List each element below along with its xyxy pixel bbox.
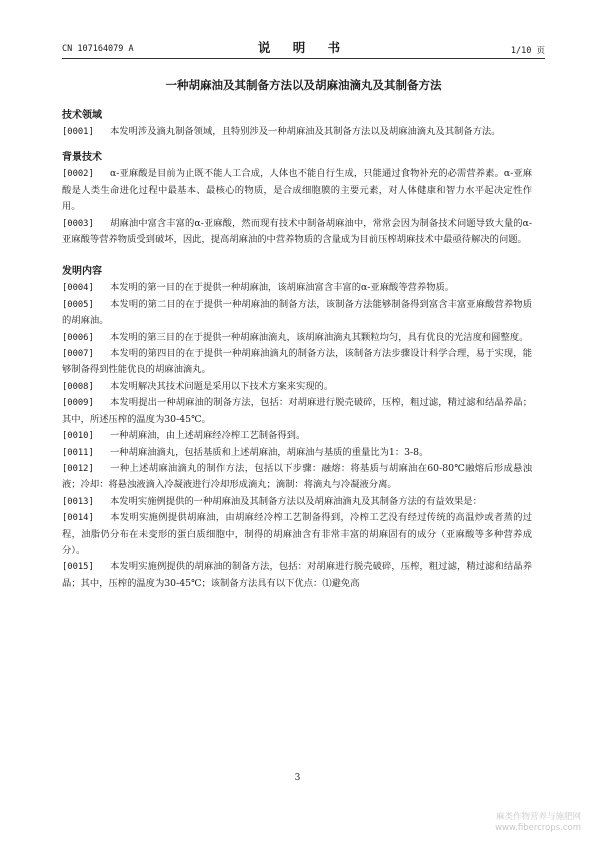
paragraph (62, 330, 532, 346)
paragraph-text: α-亚麻酸是目前为止既不能人工合成，人体也不能自行生成，只能通过食物补充的必需营养素。α-亚麻酸是人类生命进化过程中最基本、最核心的物质，是合成细胞膜的主要元素，对人体健康和智力水平起决定性作用。 (62, 168, 532, 213)
paragraph-text: 本发明涉及滴丸制备领域，且特别涉及一种胡麻油及其制备方法以及胡麻油滴丸及其制备方法。 (110, 126, 501, 137)
paragraph-text: 本发明实施例提供的一种胡麻油及其制备方法以及胡麻油滴丸及其制备方法的有益效果是： (110, 495, 482, 507)
paragraph (62, 428, 532, 444)
watermark-line: www.fibercrops.com (495, 823, 581, 833)
paragraph-number: [0004] (62, 283, 94, 294)
paragraph-text: 本发明实施例提供胡麻油，由胡麻经冷榨工艺制备得到，冷榨工艺没有经过传统的高温炒或者蒸的过程，油脂仍分布在未变形的蛋白质细胞中，制得的胡麻油含有非常丰富的胡麻固有的成分（亚麻酸等多种营养成分）。 (62, 512, 532, 556)
paragraph-text: 本发明的第四目的在于提供一种胡麻油滴丸的制备方法，该制备方法步骤设计科学合理，易于实现，能够制备得到性能优良的胡麻油滴丸。 (62, 348, 532, 376)
document-body (62, 108, 532, 592)
section-summary (62, 264, 532, 592)
header-rule (62, 58, 545, 59)
document-type-title: 说 明 书 (257, 40, 350, 55)
paragraph-number: [0002] (62, 169, 94, 180)
paragraph-number: [0014] (62, 513, 94, 524)
paragraph-number: [0013] (62, 496, 94, 507)
paragraph-number: [0010] (62, 431, 94, 442)
paragraph-text: 本发明的第二目的在于提供一种胡麻油的制备方法，该制备方法能够制备得到富含丰富亚麻酸营养物质的胡麻油。 (62, 298, 532, 327)
paragraph (62, 346, 532, 379)
paragraph-text: 本发明提出一种胡麻油的制备方法，包括：对胡麻进行脱壳破碎，压榨，粗过滤，精过滤和结晶养晶；其中，所述压榨的温度为30-45℃。 (62, 397, 532, 425)
paragraph-number: [0007] (62, 349, 94, 360)
page-number: 3 (294, 773, 301, 783)
paragraph-number: [0008] (62, 381, 94, 392)
section-heading: 技术领域 (62, 110, 102, 121)
paragraph (62, 280, 532, 296)
paragraph-number: [0015] (62, 562, 94, 573)
paragraph-number: [0003] (62, 218, 94, 229)
paragraph-text: 一种胡麻油滴丸，包括基质和上述胡麻油，胡麻油与基质的重量比为1：3-8。 (110, 446, 429, 458)
site-watermark (495, 812, 581, 834)
paragraph-number: [0001] (62, 127, 94, 137)
paragraph (62, 297, 532, 330)
section-heading: 发明内容 (62, 266, 102, 278)
paragraph (62, 559, 532, 592)
paragraph-text: 一种上述胡麻油滴丸的制作方法，包括以下步骤：融熔：将基质与胡麻油在60-80℃融熔后形成悬浊液；冷却：将悬浊液滴入冷凝液进行冷却形成滴丸；滴制：将滴丸与冷凝液分离。 (62, 462, 532, 491)
paragraph (62, 445, 532, 461)
paragraph-number: [0009] (62, 398, 94, 409)
paragraph (62, 395, 532, 428)
paragraph (62, 494, 532, 510)
paragraph (62, 379, 532, 395)
publication-number: CN 107164079 A (62, 44, 134, 54)
paragraph (62, 124, 532, 140)
section-background (62, 150, 532, 248)
invention-title: 一种胡麻油及其制备方法以及胡麻油滴丸及其制备方法 (165, 78, 442, 92)
paragraph-number: [0011] (62, 447, 94, 458)
paragraph-number: [0006] (62, 332, 94, 343)
paragraph (62, 216, 532, 249)
paragraph-text: 一种胡麻油，由上述胡麻经冷榨工艺制备得到。 (110, 430, 306, 442)
paragraph-text: 本发明的第一目的在于提供一种胡麻油，该胡麻油富含丰富的α-亚麻酸等营养物质。 (110, 282, 455, 294)
paragraph-number: [0012] (62, 463, 94, 474)
page-header (62, 38, 545, 58)
paragraph (62, 461, 532, 494)
paragraph (62, 510, 532, 559)
section-heading: 背景技术 (62, 152, 102, 164)
page-indicator: 1/10 页 (510, 46, 545, 56)
paragraph-text: 本发明的第三目的在于提供一种胡麻油滴丸，该胡麻油滴丸其颗粒均匀，具有优良的光洁度和圆整度。 (110, 331, 529, 343)
paragraph (62, 166, 532, 215)
paragraph-text: 本发明实施例提供的胡麻油的制备方法，包括：对胡麻进行脱壳破碎，压榨，粗过滤，精过滤和结晶养晶；其中，压榨的温度为30-45℃；该制备方法具有以下优点：⑴避免高 (62, 561, 532, 589)
section-technical-field (62, 108, 532, 140)
paragraph-text: 胡麻油中富含丰富的α-亚麻酸，然而现有技术中制备胡麻油中，常常会因为制备技术问题导致大量的α-亚麻酸等营养物质受到破坏，因此，提高胡麻油的中营养物质的含量成为目前压榨胡麻技术中最亟待解决的问题。 (62, 217, 532, 246)
paragraph-number: [0005] (62, 299, 94, 310)
paragraph-text: 本发明解决其技术问题是采用以下技术方案来实现的。 (110, 380, 334, 392)
watermark-line: 麻类作物营养与施肥网 (495, 812, 581, 822)
